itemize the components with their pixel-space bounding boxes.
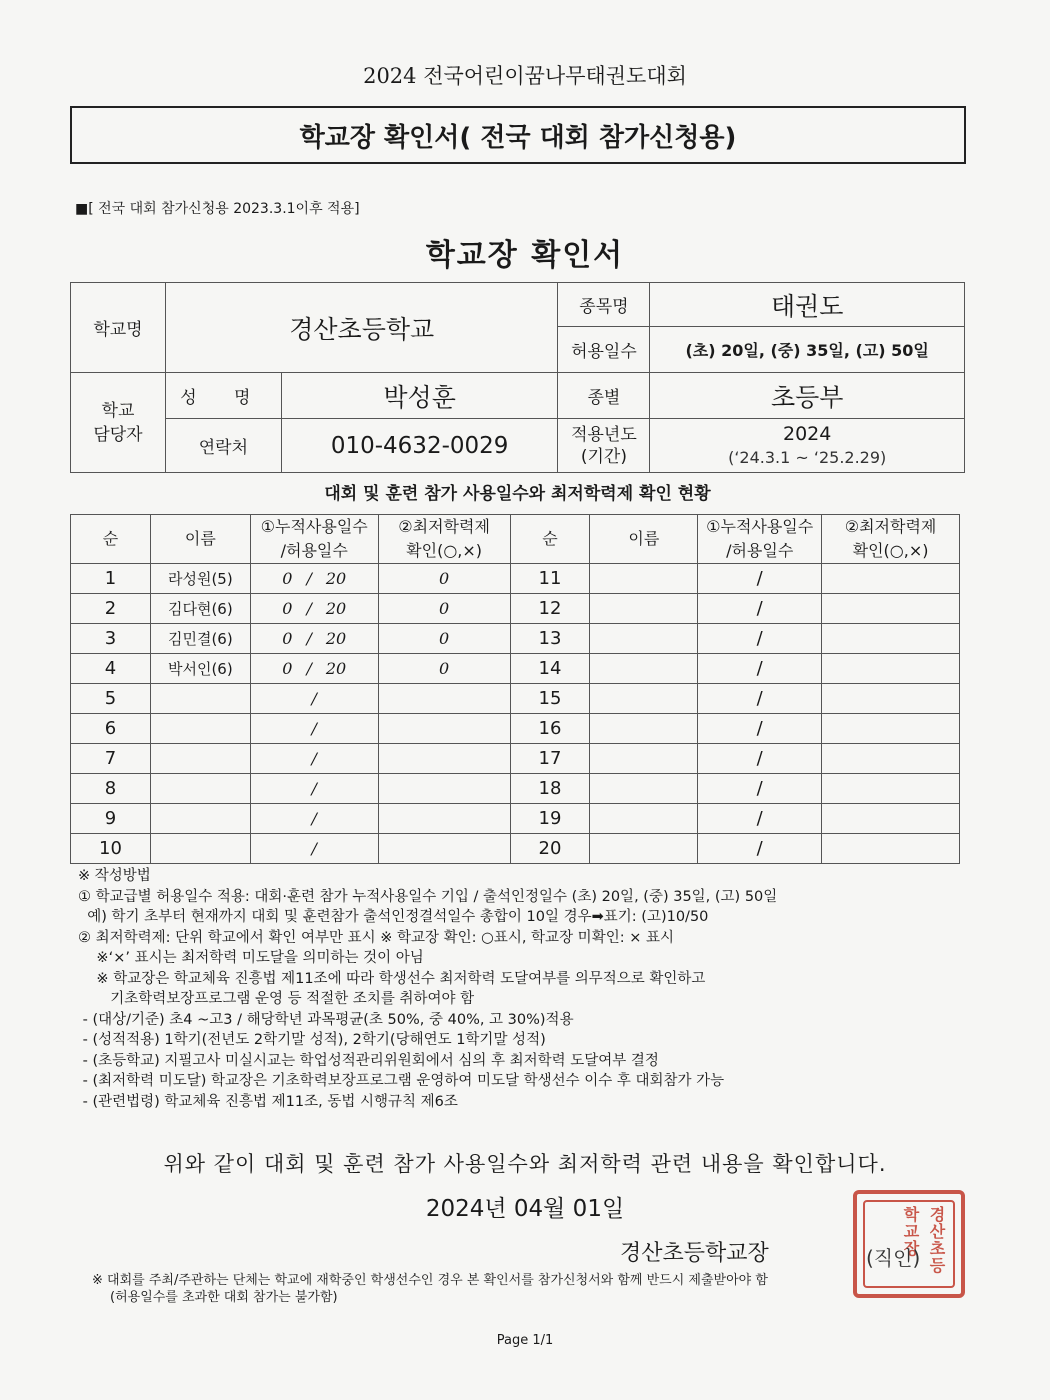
row-name <box>150 684 250 714</box>
table-row <box>71 714 960 744</box>
header-days-2 <box>698 515 822 564</box>
header-days-2-line2: /허용일수 <box>726 541 794 560</box>
school-value: 경산초등학교 <box>165 283 558 373</box>
row-days <box>250 594 378 624</box>
contact-label: 연락처 <box>165 419 281 473</box>
row-academic-check-2 <box>822 684 960 714</box>
row-academic-check-2 <box>822 564 960 594</box>
row-name: 김다현(6) <box>150 594 250 624</box>
table-row <box>71 654 960 684</box>
row-days <box>250 804 378 834</box>
row-days <box>250 834 378 864</box>
sport-label: 종목명 <box>558 283 650 327</box>
row-name <box>150 774 250 804</box>
days-slash: / <box>306 569 312 588</box>
days-slash: / <box>306 599 312 618</box>
used-days: 0 <box>282 659 293 678</box>
row-days <box>250 714 378 744</box>
header-name: 이름 <box>150 515 250 564</box>
table-row <box>71 624 960 654</box>
row-days <box>250 564 378 594</box>
year-label-line1: 적용년도 <box>571 424 637 445</box>
table-row <box>71 684 960 714</box>
days-slash: / <box>311 719 317 738</box>
row-name <box>150 714 250 744</box>
division-label: 종별 <box>558 373 650 419</box>
row-name-2 <box>590 744 698 774</box>
footer-note-line2: (허용일수를 초과한 대회 참가는 불가함) <box>110 1290 338 1305</box>
row-number-2: 11 <box>510 564 590 594</box>
header-academic-2 <box>822 515 960 564</box>
header-academic-2-line1: ②최저학력제 <box>844 517 937 536</box>
row-name: 김민결(6) <box>150 624 250 654</box>
row-name <box>150 804 250 834</box>
row-academic-check-2 <box>822 714 960 744</box>
row-days-2: / <box>698 714 822 744</box>
instruction-line: 예) 학기 초부터 현재까지 대회 및 훈련참가 출석인정결석일수 총합이 10일 경우➡표기: (고)10/50 <box>78 909 709 925</box>
year-label-line2: (기간) <box>580 446 627 467</box>
instruction-line: ※‘×’ 표시는 최저학력 미도달을 의미하는 것이 아님 <box>78 950 424 966</box>
school-label: 학교명 <box>71 283 166 373</box>
header-academic-line1: ②최저학력제 <box>398 517 490 536</box>
row-academic-check-2 <box>822 804 960 834</box>
year-period: (‘24.3.1 ~ ‘25.2.29) <box>728 447 887 467</box>
row-academic-check <box>378 834 510 864</box>
row-name <box>150 834 250 864</box>
instruction-line: - (최저학력 미도달) 학교장은 기초학력보장프로그램 운영하여 미도달 학생선수 이수 후 대회참가 가능 <box>78 1073 725 1089</box>
instruction-line: ① 학교급별 허용일수 적용: 대회·훈련 참가 누적사용일수 기입 / 출석인정일수 (초) 20일, (중) 35일, (고) 50일 <box>78 888 778 905</box>
days-slash: / <box>311 689 317 708</box>
row-days <box>250 774 378 804</box>
seal-label: (직인) <box>866 1246 921 1270</box>
header-academic-line2: 확인(○,×) <box>406 541 483 560</box>
row-name-2 <box>590 684 698 714</box>
row-number: 8 <box>71 774 151 804</box>
row-academic-check-2 <box>822 594 960 624</box>
row-number: 5 <box>71 684 151 714</box>
header-no-2: 순 <box>510 515 590 564</box>
table-row <box>71 744 960 774</box>
row-academic-check <box>378 804 510 834</box>
row-days-2: / <box>698 564 822 594</box>
row-number-2: 15 <box>510 684 590 714</box>
used-days: 0 <box>282 599 293 618</box>
row-number: 10 <box>71 834 151 864</box>
row-number: 9 <box>71 804 151 834</box>
row-days <box>250 744 378 774</box>
days-slash: / <box>306 659 312 678</box>
allowed-days: 20 <box>325 659 347 678</box>
header-days <box>250 515 378 564</box>
row-academic-check: 0 <box>378 564 510 594</box>
row-academic-check: 0 <box>378 594 510 624</box>
document-date: 2024년 04월 01일 <box>425 1196 625 1222</box>
boxed-title: 학교장 확인서( 전국 대회 참가신청용) <box>70 106 966 164</box>
instruction-line: - (관련법령) 학교체육 진흥법 제11조, 동법 시행규칙 제6조 <box>78 1093 458 1110</box>
row-name-2 <box>590 654 698 684</box>
footer-note <box>92 1272 972 1306</box>
row-days-2: / <box>698 624 822 654</box>
used-days: 0 <box>282 569 293 588</box>
principal-name: 경산초등학교장 <box>620 1241 769 1266</box>
row-academic-check-2 <box>822 654 960 684</box>
row-days-2: / <box>698 654 822 684</box>
contact-value: 010-4632-0029 <box>281 419 558 473</box>
row-name-2 <box>590 564 698 594</box>
table-header-row <box>71 515 960 564</box>
header-academic <box>378 515 510 564</box>
allowed-days: 20 <box>325 599 347 618</box>
application-note: ■[ 전국 대회 참가신청용 2023.3.1이후 적용] <box>75 201 360 217</box>
seal-text: 경산초등학교장 <box>901 1206 946 1274</box>
row-name: 라성원(5) <box>150 564 250 594</box>
row-days <box>250 654 378 684</box>
row-days-2: / <box>698 774 822 804</box>
row-academic-check <box>378 714 510 744</box>
instructions-title: ※ 작성방법 <box>78 868 151 884</box>
days-slash: / <box>311 839 317 858</box>
row-name-2 <box>590 714 698 744</box>
row-number-2: 16 <box>510 714 590 744</box>
instructions <box>78 866 958 1112</box>
row-number: 1 <box>71 564 151 594</box>
row-days <box>250 624 378 654</box>
header-name-2: 이름 <box>590 515 698 564</box>
days-slash: / <box>311 809 317 828</box>
row-academic-check-2 <box>822 744 960 774</box>
row-number: 4 <box>71 654 151 684</box>
manager-label: 학교 담당자 <box>71 373 166 473</box>
row-number: 2 <box>71 594 151 624</box>
row-academic-check <box>378 684 510 714</box>
row-academic-check <box>378 774 510 804</box>
header-no: 순 <box>71 515 151 564</box>
row-number-2: 20 <box>510 834 590 864</box>
row-academic-check <box>378 744 510 774</box>
instruction-line: - (대상/기준) 초4 ~고3 / 해당학년 과목평균(초 50%, 중 40%, 고 30%)적용 <box>78 1011 574 1028</box>
instruction-line: ※ 학교장은 학교체육 진흥법 제11조에 따라 학생선수 최저학력 도달여부를 의무적으로 확인하고 <box>78 970 706 987</box>
year-value: 2024 <box>783 422 832 445</box>
instruction-line: ② 최저학력제: 단위 학교에서 확인 여부만 표시 ※ 학교장 확인: ○표시, 학교장 미확인: × 표시 <box>78 929 674 946</box>
row-days-2: / <box>698 834 822 864</box>
year-label <box>558 419 650 473</box>
row-academic-check: 0 <box>378 654 510 684</box>
row-number-2: 13 <box>510 624 590 654</box>
table-row <box>71 834 960 864</box>
footer-note-line1: ※ 대회를 주최/주관하는 단체는 학교에 재학중인 학생선수인 경우 본 확인서를 참가신청서와 함께 반드시 제출받아야 함 <box>92 1273 768 1288</box>
header-academic-2-line2: 확인(○,×) <box>852 541 929 560</box>
row-name-2 <box>590 624 698 654</box>
allowed-value: (초) 20일, (중) 35일, (고) 50일 <box>650 327 965 373</box>
row-days-2: / <box>698 804 822 834</box>
row-name: 박서인(6) <box>150 654 250 684</box>
row-number-2: 18 <box>510 774 590 804</box>
event-title: 2024 전국어린이꿈나무태권도대회 <box>363 64 687 88</box>
participant-table <box>70 514 960 864</box>
header-days-line1: ①누적사용일수 <box>260 517 368 536</box>
days-slash: / <box>306 629 312 648</box>
row-days-2: / <box>698 744 822 774</box>
row-days-2: / <box>698 594 822 624</box>
row-academic-check-2 <box>822 624 960 654</box>
row-number-2: 19 <box>510 804 590 834</box>
days-slash: / <box>311 749 317 768</box>
allowed-label: 허용일수 <box>558 327 650 373</box>
row-number-2: 12 <box>510 594 590 624</box>
header-days-line2: /허용일수 <box>280 541 348 560</box>
row-academic-check-2 <box>822 834 960 864</box>
page-number: Page 1/1 <box>496 1333 554 1348</box>
row-name <box>150 744 250 774</box>
instruction-line: - (초등학교) 지필고사 미실시교는 학업성적관리위원회에서 심의 후 최저학력 도달여부 결정 <box>78 1052 659 1069</box>
row-days <box>250 684 378 714</box>
row-name-2 <box>590 804 698 834</box>
instructions-lines <box>78 887 958 1113</box>
sport-value: 태권도 <box>650 283 965 327</box>
name-value: 박성훈 <box>281 373 558 419</box>
division-value: 초등부 <box>650 373 965 419</box>
name-label: 성 명 <box>165 373 281 419</box>
row-days-2: / <box>698 684 822 714</box>
row-number-2: 17 <box>510 744 590 774</box>
row-academic-check: 0 <box>378 624 510 654</box>
table-row <box>71 594 960 624</box>
row-name-2 <box>590 834 698 864</box>
row-number: 6 <box>71 714 151 744</box>
days-slash: / <box>311 779 317 798</box>
header-days-2-line1: ①누적사용일수 <box>706 517 814 536</box>
row-number: 3 <box>71 624 151 654</box>
allowed-days: 20 <box>325 629 347 648</box>
instruction-line: 기초학력보장프로그램 운영 등 적절한 조치를 취하여야 함 <box>78 991 475 1007</box>
used-days: 0 <box>282 629 293 648</box>
row-academic-check-2 <box>822 774 960 804</box>
table-row <box>71 774 960 804</box>
row-number-2: 14 <box>510 654 590 684</box>
confirmation-text: 위와 같이 대회 및 훈련 참가 사용일수와 최저학력 관련 내용을 확인합니다. <box>163 1152 887 1176</box>
info-table <box>70 282 965 473</box>
table-row <box>71 564 960 594</box>
row-number: 7 <box>71 744 151 774</box>
year-cell <box>650 419 965 473</box>
table-row <box>71 804 960 834</box>
row-name-2 <box>590 774 698 804</box>
row-name-2 <box>590 594 698 624</box>
instruction-line: - (성적적용) 1학기(전년도 2학기말 성적), 2학기(당해연도 1학기말 성적) <box>78 1032 546 1048</box>
section-title: 대회 및 훈련 참가 사용일수와 최저학력제 확인 현황 <box>324 484 711 504</box>
allowed-days: 20 <box>325 569 347 588</box>
main-title: 학교장 확인서 <box>425 238 625 273</box>
